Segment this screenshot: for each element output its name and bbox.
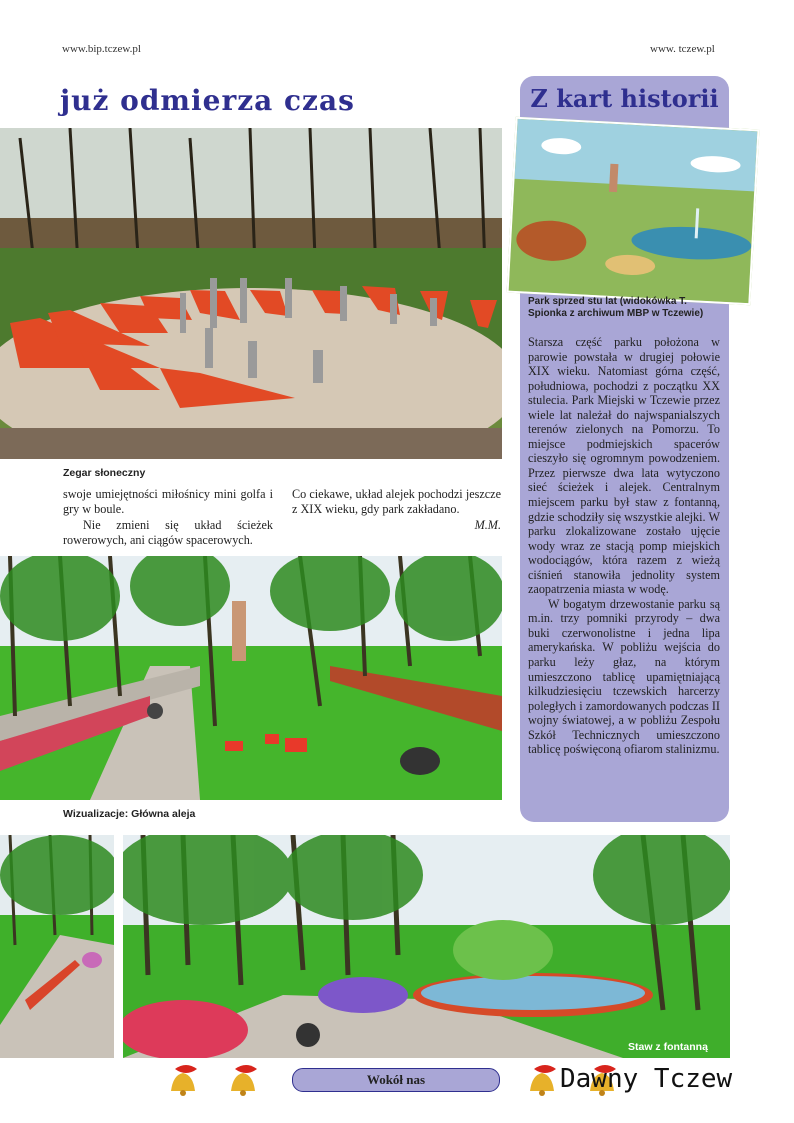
historic-postcard-photo bbox=[507, 117, 760, 306]
sidebar-photo-caption: Park sprzed stu lat (widokówka T. Spionka z archiwum MBP w Tczewie) bbox=[528, 296, 704, 319]
article-column-1 bbox=[63, 487, 273, 548]
col2-paragraph: Co ciekawe, układ alejek pochodzi jeszcze z XIX wieku, gdy park zakładano. bbox=[292, 487, 501, 517]
christmas-bells-icon bbox=[223, 1063, 269, 1097]
watermark-text: Dawny Tczew bbox=[560, 1064, 733, 1094]
alley-small-visualization bbox=[0, 835, 114, 1058]
article-column-2 bbox=[292, 487, 501, 533]
pond-fountain-visualization bbox=[123, 835, 730, 1058]
section-label: Wokół nas bbox=[292, 1068, 500, 1092]
sidebar-title: Z kart historii bbox=[530, 84, 719, 113]
sundial-photo bbox=[0, 128, 502, 459]
photo1-caption: Zegar słoneczny bbox=[63, 467, 146, 479]
photo2-caption: Wizualizacje: Główna aleja bbox=[63, 808, 196, 820]
header-left-url: www.bip.tczew.pl bbox=[62, 43, 141, 55]
sidebar-text bbox=[528, 335, 720, 757]
sidebar-paragraph-2: W bogatym drzewostanie parku są m.in. trzy pomniki przyrody – dwa buki czerwonolistne i jedna lipa amerykańska. W pobliżu wejścia do parku leży głaz, na którym umieszczono tablicę upamiętniającą kilkudziesięciu tczewskich harcerzy poległych i zamordowanych podczas II wojny światowej, a w pobliżu Zespołu Szkół Technicznych umieszczono tablicę poświęconą ofiarom stalinizmu. bbox=[528, 596, 720, 757]
header-right-url: www. tczew.pl bbox=[650, 43, 715, 55]
col1-paragraph-1: swoje umiejętności miłośnicy mini golfa i gry w boule. bbox=[63, 487, 273, 517]
photo4-caption: Staw z fontanną bbox=[628, 1041, 708, 1053]
article-title: już odmierza czas bbox=[60, 84, 355, 117]
sidebar-paragraph-1: Starsza część parku położona w parowie powstała w drugiej połowie XIX wieku. Natomiast górna część, południowa, pochodzi z początku XX stulecia. Park Miejski w Tczewie przez wiele lat należał do najwspanialszych terenów zielonych na Pomorzu. To miejsce podmiejskich spacerów cieszyło się ogromnym powodzeniem. Przez pierwsze dwa lata wytyczono sieć ścieżek i alejek. Centralnym miejscem parku był staw z fontanną, gdzie schodziły się wszystkie alejki. W parku zlokalizowane zostało ujęcie wody wraz ze stacją pomp miejskich wodociągów, która razem z wieżą ciśnień stanowiła jednolity system zaopatrzenia miasta w wodę. bbox=[528, 335, 720, 597]
col1-paragraph-2: Nie zmieni się układ ścieżek rowerowych, ani ciągów spacerowych. bbox=[63, 517, 273, 547]
christmas-bells-icon bbox=[163, 1063, 209, 1097]
article-signature: M.M. bbox=[474, 517, 501, 532]
main-alley-visualization bbox=[0, 556, 502, 800]
